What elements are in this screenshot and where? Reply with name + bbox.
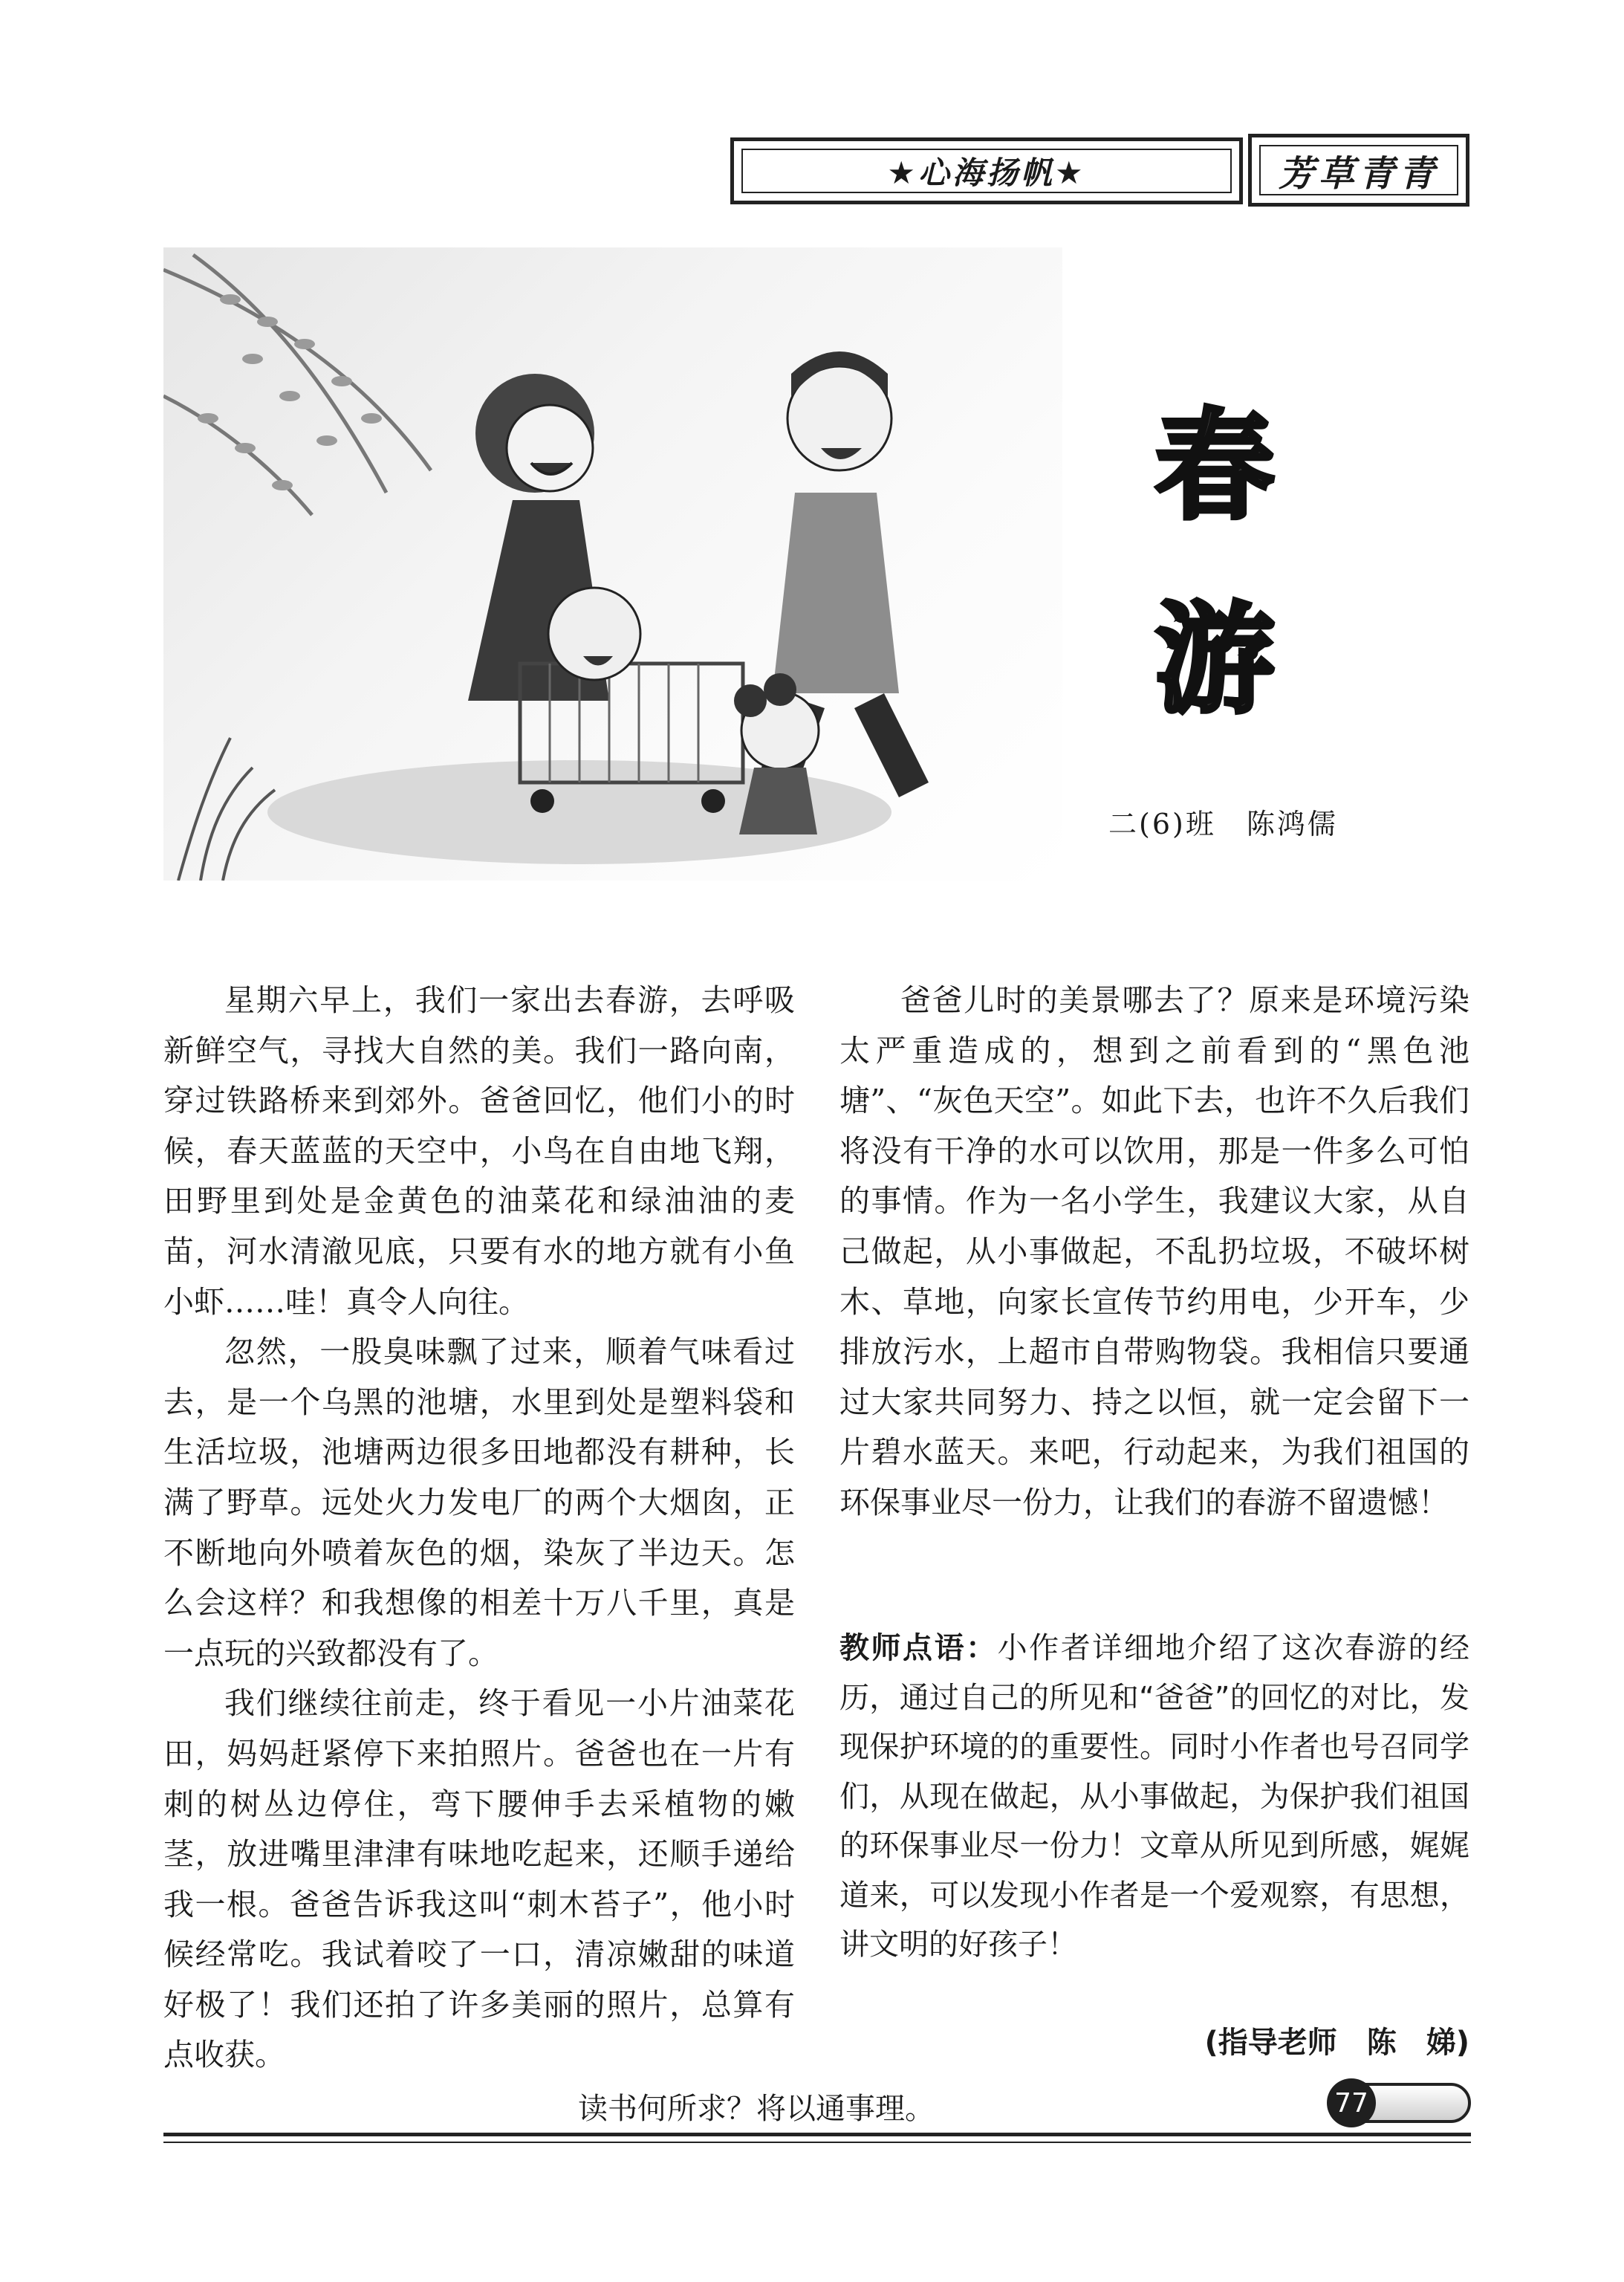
paragraph: 我们继续往前走，终于看见一小片油菜花田，妈妈赶紧停下来拍照片。爸爸也在一片有刺的树丛边停住，弯下腰伸手去采植物的嫩茎，放进嘴里津津有味地吃起来，还顺手递给我一根。爸爸告诉我这叫“刺木苔子”，他小时候经常吃。我试着咬了一口，清凉嫩甜的味道好极了！我们还拍了许多美丽的照片，总算有点收获。	[163, 1685, 795, 2073]
page-number: 77	[1327, 2078, 1376, 2127]
paragraph: 爸爸儿时的美景哪去了？原来是环境污染太严重造成的，想到之前看到的“黑色池塘”、“灰色天空”。如此下去，也许不久后我们将没有干净的水可以饮用，那是一件多么可怕的事情。作为一名小学生，我建议大家，从自己做起，从小事做起，不乱扔垃圾，不破坏树木、草地，向家长宣传节约用电，少开车，少排放污水，上超市自带购物袋。我相信只要通过大家共同努力、持之以恒，就一定会留下一片碧水蓝天。来吧，行动起来，为我们祖国的环保事业尽一份力，让我们的春游不留遗憾！	[839, 982, 1469, 1520]
teacher-comment-label: 教师点语：	[839, 1631, 998, 1665]
article-right-column	[839, 976, 1469, 1529]
teacher-signature: (指导老师 陈 娣)	[1204, 2026, 1469, 2060]
paragraph: 星期六早上，我们一家出去春游，去呼吸新鲜空气，寻找大自然的美。我们一路向南，穿过铁路桥来到郊外。爸爸回忆，他们小的时候，春天蓝蓝的天空中，小鸟在自由地飞翔，田野里到处是金黄色的油菜花和绿油油的麦苗，河水清澈见底，只要有水的地方就有小鱼小虾……哇！真令人向往。	[163, 982, 795, 1320]
footer-motto: 读书何所求？将以通事理。	[578, 2092, 935, 2126]
paragraph: 忽然，一股臭味飘了过来，顺着气味看过去，是一个乌黑的池塘，水里到处是塑料袋和生活垃圾，池塘两边很多田地都没有耕种，长满了野草。远处火力发电厂的两个大烟囱，正不断地向外喷着灰色的烟，染灰了半边天。怎么会这样？和我想像的相差十万八千里，真是一点玩的兴致都没有了。	[163, 1334, 795, 1671]
title-char-2: 游	[1155, 590, 1275, 729]
footer-rule-thin	[163, 2142, 1471, 2143]
teacher-comment	[839, 1624, 1469, 1970]
section-banner	[1248, 134, 1469, 207]
article-left-column	[163, 976, 795, 2081]
teacher-comment-text: 小作者详细地介绍了这次春游的经历，通过自己的所见和“爸爸”的回忆的对比，发现保护环境的的重要性。同时小作者也号召同学们，从现在做起，从小事做起，为保护我们祖国的环保事业尽一份力！文章从所见到所感，娓娓道来，可以发现小作者是一个爱观察，有思想，讲文明的好孩子！	[839, 1631, 1470, 1962]
byline: 二(6)班 陈鸿儒	[1108, 808, 1338, 840]
column-banner	[730, 137, 1243, 204]
section-label: 芳草青青	[1259, 145, 1458, 195]
family-spring-outing-illustration	[163, 247, 1062, 881]
title-char-1: 春	[1155, 397, 1275, 536]
column-label: ★心海扬帆★	[741, 149, 1232, 193]
footer-rule	[163, 2133, 1471, 2136]
